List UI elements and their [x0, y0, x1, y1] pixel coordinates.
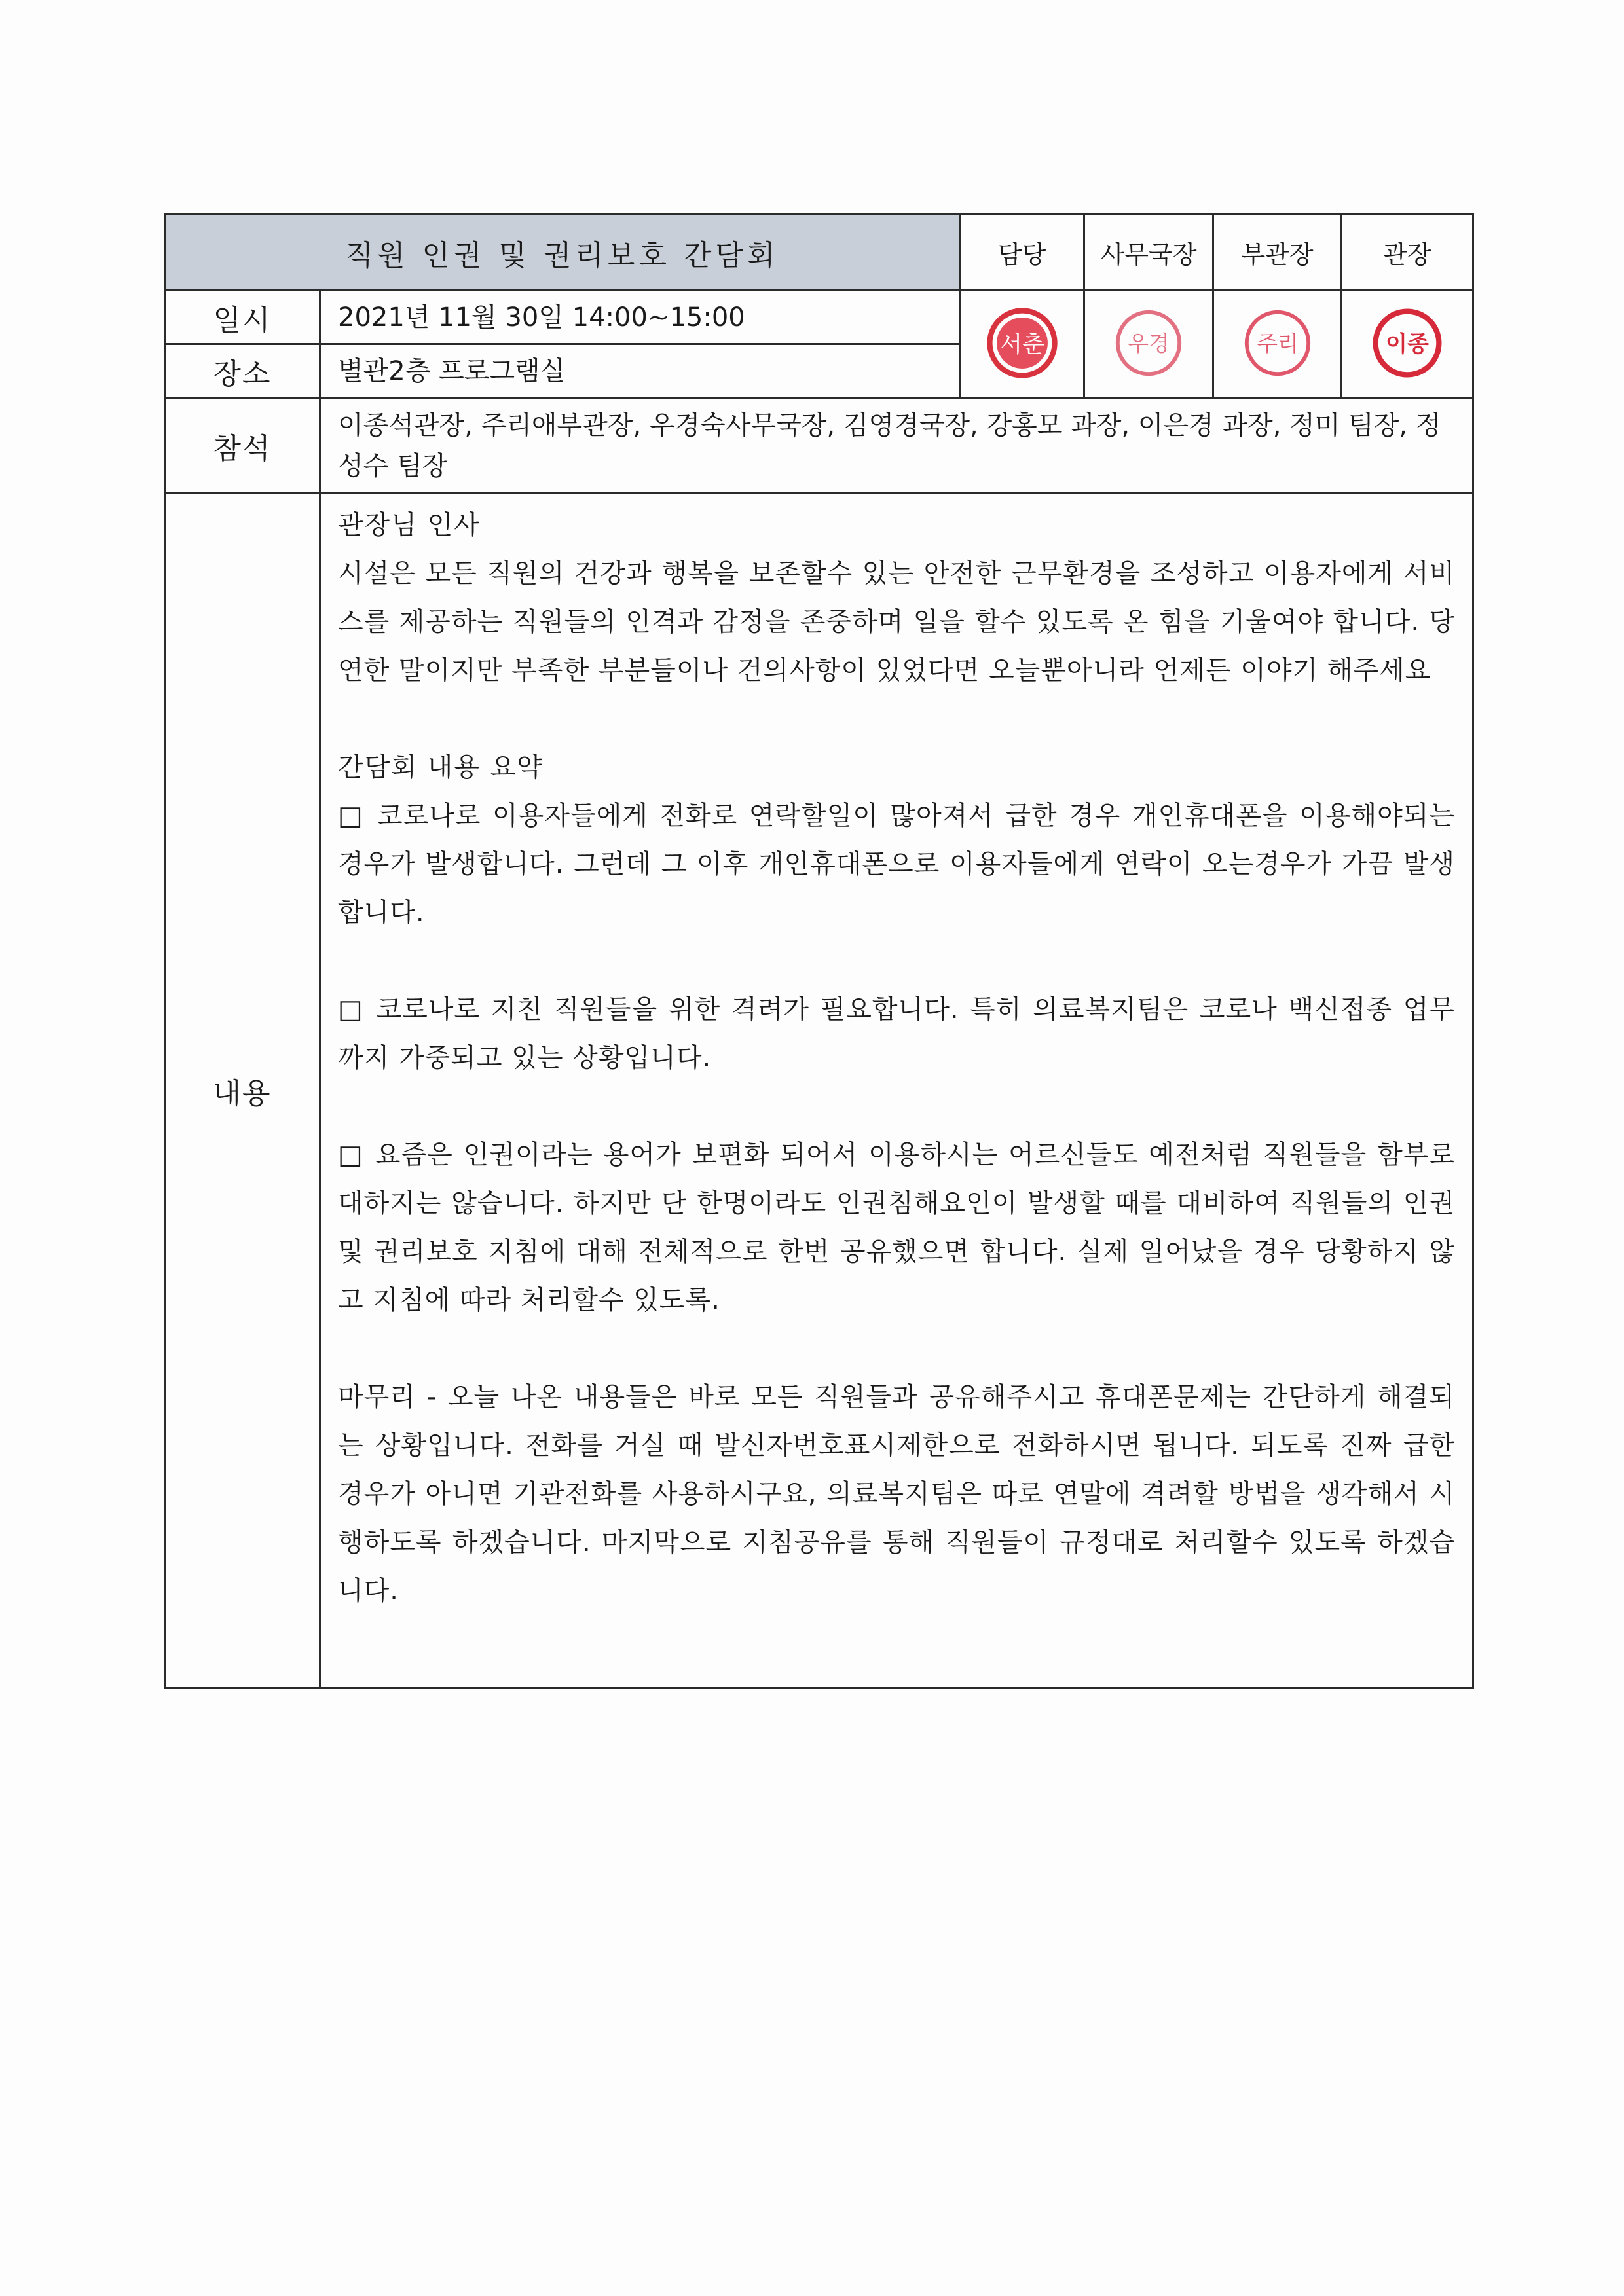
place-label: 장소	[165, 344, 320, 398]
approval-seal-director-cell	[1342, 291, 1473, 398]
greeting-body: 시설은 모든 직원의 건강과 행복을 보존할수 있는 안전한 근무환경을 조성하고 이용자에게 서비스를 제공하는 직원들의 인격과 감정을 존중하며 일을 할수 있도록 온 힘을 기울여야 합니다. 당연한 말이지만 부족한 부분들이나 건의사항이 있었다면 오늘뿐아니라 언제든 이야기 해주세요	[338, 558, 1455, 685]
content-label: 내용	[165, 494, 320, 1688]
svg-text:서춘: 서춘	[999, 331, 1044, 358]
summary-heading: 간담회 내용 요약	[338, 752, 544, 782]
seal-stamp-icon	[1110, 304, 1187, 382]
approval-seal-vice-director-cell	[1213, 291, 1342, 398]
datetime-label: 일시	[165, 291, 320, 344]
place-value: 별관2층 프로그램실	[320, 344, 960, 398]
svg-text:우경: 우경	[1128, 330, 1170, 356]
approval-header-staff: 담당	[960, 215, 1084, 291]
summary-item-3: □ 요즘은 인권이라는 용어가 보편화 되어서 이용하시는 어르신들도 예전처럼 직원들을 함부로 대하지는 않습니다. 하지만 단 한명이라도 인권침해요인이 발생할 때를 대비하여 직원들의 인권 및 권리보호 지침에 대해 전체적으로 한번 공유했으면 합니다. 실제 일어났을 경우 당황하지 않고 지침에 따라 처리할수 있도록.	[338, 1140, 1455, 1315]
attendees-label: 참석	[165, 398, 320, 494]
closing-remarks: 마무리 - 오늘 나온 내용들은 바로 모든 직원들과 공유해주시고 휴대폰문제는 간단하게 해결되는 상황입니다. 전화를 거실 때 발신자번호표시제한으로 전화하시면 됩니다. 되도록 진짜 급한경우가 아니면 기관전화를 사용하시구요, 의료복지팀은 따로 연말에 격려할 방법을 생각해서 시행하도록 하겠습니다. 마지막으로 지침공유를 통해 직원들이 규정대로 처리할수 있도록 하겠습니다.	[338, 1382, 1455, 1606]
attendees-value: 이종석관장, 주리애부관장, 우경숙사무국장, 김영경국장, 강홍모 과장, 이은경 과장, 정미 팀장, 정성수 팀장	[320, 398, 1473, 494]
approval-header-secretary-general: 사무국장	[1084, 215, 1213, 291]
datetime-value: 2021년 11월 30일 14:00~15:00	[320, 291, 960, 344]
approval-seal-secretary-general-cell	[1084, 291, 1213, 398]
seal-stamp-icon	[1239, 304, 1316, 382]
meeting-minutes-table	[164, 213, 1474, 1689]
summary-item-2: □ 코로나로 지친 직원들을 위한 격려가 필요합니다. 특히 의료복지팀은 코로나 백신접종 업무까지 가중되고 있는 상황입니다.	[338, 994, 1455, 1073]
approval-seal-staff-cell	[960, 291, 1084, 398]
approval-header-director: 관장	[1342, 215, 1473, 291]
seal-stamp-icon	[984, 304, 1061, 382]
greeting-heading: 관장님 인사	[338, 510, 481, 540]
svg-text:이종: 이종	[1385, 331, 1430, 357]
svg-text:주리: 주리	[1256, 330, 1299, 356]
content-body	[320, 494, 1473, 1688]
document-title: 직원 인권 및 권리보호 간담회	[165, 215, 960, 291]
seal-stamp-icon	[1369, 304, 1446, 382]
approval-header-vice-director: 부관장	[1213, 215, 1342, 291]
summary-item-1: □ 코로나로 이용자들에게 전화로 연락할일이 많아져서 급한 경우 개인휴대폰을 이용해야되는 경우가 발생합니다. 그런데 그 이후 개인휴대폰으로 이용자들에게 연락이 오는경우가 가끔 발생합니다.	[338, 801, 1455, 928]
